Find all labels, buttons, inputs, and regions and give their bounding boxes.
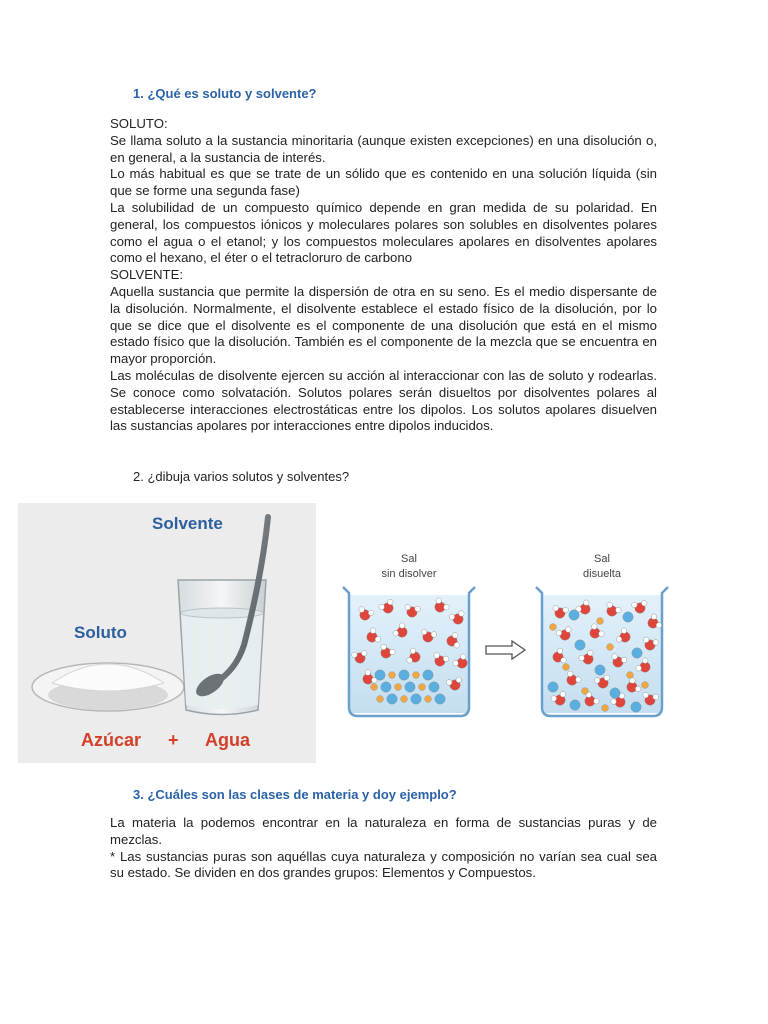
sodium-ion-icon <box>375 670 385 680</box>
solvente-label: SOLVENTE: <box>110 267 184 283</box>
beaker-right-label: disuelta <box>583 568 621 580</box>
sodium-ion-icon <box>623 612 633 622</box>
chloride-ion-icon <box>413 672 420 679</box>
q2-heading: 2. ¿dibuja varios solutos y solventes? <box>133 469 350 484</box>
chloride-ion-icon <box>425 696 432 703</box>
sodium-ion-icon <box>435 694 445 704</box>
solute-solvent-illustration <box>0 495 768 770</box>
soluto-paragraph: Se llama soluto a la sustancia minoritaria (aunque existen excepciones) en una disolución o, en general, a la sustancia de interés. <box>110 132 657 165</box>
sodium-ion-icon <box>632 648 642 658</box>
chloride-ion-icon <box>401 696 408 703</box>
soluto-caption: Soluto <box>74 623 127 642</box>
chloride-ion-icon <box>602 705 609 712</box>
beaker-left-label: sin disolver <box>381 568 437 580</box>
chloride-ion-icon <box>395 684 402 691</box>
chloride-ion-icon <box>642 682 649 689</box>
sodium-ion-icon <box>569 610 579 620</box>
photo-background <box>18 503 316 763</box>
beaker-right-label: Sal <box>594 553 610 565</box>
q3-paragraph: La materia la podemos encontrar en la naturaleza en forma de sustancias puras y de mezclas. <box>110 815 657 847</box>
chloride-ion-icon <box>597 618 604 625</box>
azucar-caption: Azúcar <box>81 730 142 750</box>
sodium-ion-icon <box>387 694 397 704</box>
sodium-ion-icon <box>631 702 641 712</box>
sodium-ion-icon <box>575 640 585 650</box>
sodium-ion-icon <box>381 682 391 692</box>
chloride-ion-icon <box>607 644 614 651</box>
beaker-left-label: Sal <box>401 553 417 565</box>
solvente-caption: Solvente <box>152 514 223 533</box>
sodium-ion-icon <box>423 670 433 680</box>
solvente-paragraph: Las moléculas de disolvente ejercen su acción al interaccionar con las de soluto y rodearlas. Se conoce como solvatación. Solutos polares serán disueltos por disolventes polares al establecerse interacciones electrostáticas entre los dipolos. Los solutos apolares disuelven las sustancias apolares por interacciones entre dipolos inducidos. <box>110 367 657 434</box>
soluto-paragraph: La solubilidad de un compuesto químico depende en gran medida de su polaridad. En general, los compuestos iónicos y moleculares polares son solubles en disolventes polares como el agua o el etanol; y los compuestos moleculares apolares en disolventes apolares como el hexano, el éter o el tetracloruro de carbono <box>110 199 657 266</box>
q1-body <box>110 116 657 435</box>
chloride-ion-icon <box>389 672 396 679</box>
sodium-ion-icon <box>548 682 558 692</box>
agua-caption: Agua <box>205 730 250 750</box>
q1-heading: 1. ¿Qué es soluto y solvente? <box>133 86 317 101</box>
q3-body <box>110 815 657 882</box>
chloride-ion-icon <box>371 684 378 691</box>
chloride-ion-icon <box>377 696 384 703</box>
sodium-ion-icon <box>570 700 580 710</box>
sodium-ion-icon <box>411 694 421 704</box>
q3-paragraph: * Las sustancias puras son aquéllas cuya naturaleza y composición no varían sea cual sea su estado. Se dividen en dos grandes grupos: Elementos y Compuestos. <box>110 848 657 881</box>
chloride-ion-icon <box>627 672 634 679</box>
solvente-paragraph: Aquella sustancia que permite la dispersión de otra en su seno. Es el medio dispersante de la disolución. Normalmente, el disolvente establece el estado físico de la disolución, por lo que se dice que el disolvente es el componente de una disolución que está en el mismo estado físico que la disolución. También es el componente de la mezcla que se encuentra en mayor proporción. <box>110 283 657 367</box>
sodium-ion-icon <box>610 688 620 698</box>
arrow-icon <box>486 641 525 659</box>
soluto-paragraph: Lo más habitual es que se trate de un sólido que es contenido en una solución líquida (sin que se forme una segunda fase) <box>110 166 657 199</box>
sodium-ion-icon <box>595 665 605 675</box>
sodium-ion-icon <box>405 682 415 692</box>
plus-caption: + <box>168 730 179 750</box>
q3-heading: 3. ¿Cuáles son las clases de materia y doy ejemplo? <box>133 787 457 802</box>
chloride-ion-icon <box>419 684 426 691</box>
sodium-ion-icon <box>429 682 439 692</box>
soluto-label: SOLUTO: <box>110 116 168 131</box>
chloride-ion-icon <box>550 624 557 631</box>
chloride-ion-icon <box>582 688 589 695</box>
sodium-ion-icon <box>399 670 409 680</box>
chloride-ion-icon <box>563 664 570 671</box>
